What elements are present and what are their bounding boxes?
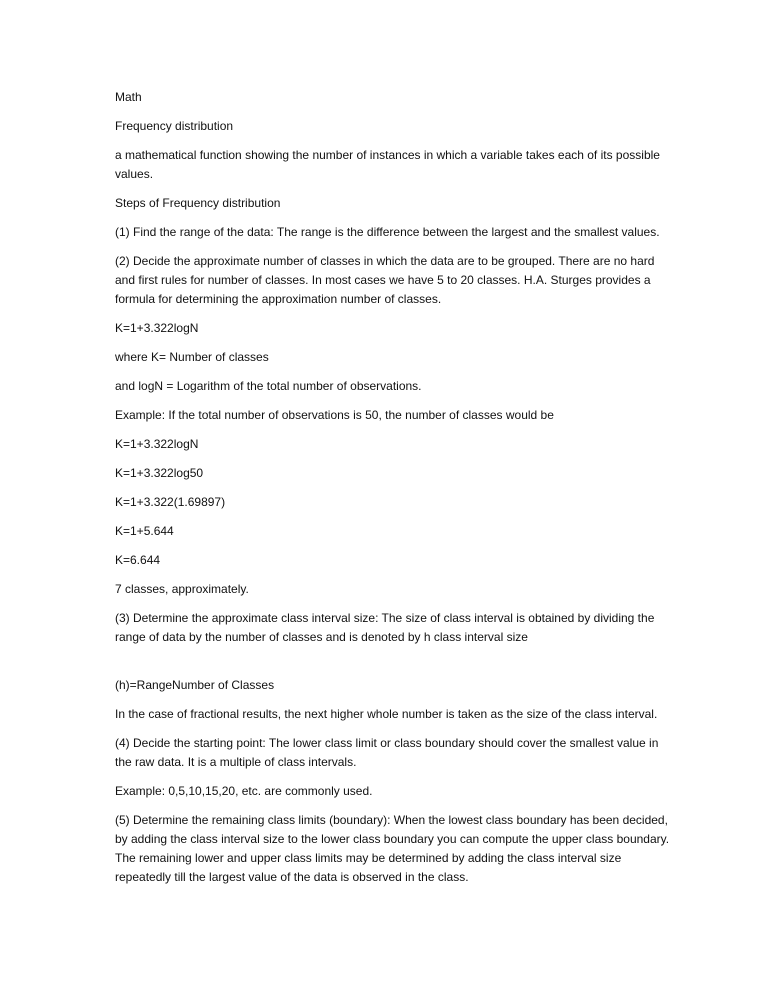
text-line: and logN = Logarithm of the total number of observations. bbox=[115, 379, 422, 393]
text-line: 7 classes, approximately. bbox=[115, 582, 249, 596]
paragraph bbox=[115, 464, 715, 483]
paragraph bbox=[115, 782, 715, 801]
text-line: formula for determining the approximation number of classes. bbox=[115, 292, 442, 306]
text-line: K=1+3.322logN bbox=[115, 321, 199, 335]
paragraph bbox=[115, 734, 715, 772]
paragraph bbox=[115, 377, 715, 396]
text-line: values. bbox=[115, 167, 154, 181]
paragraph bbox=[115, 522, 715, 541]
paragraph bbox=[115, 676, 715, 695]
paragraph bbox=[115, 705, 715, 724]
text-line: (5) Determine the remaining class limits (boundary): When the lowest class boundary has been decided, bbox=[115, 813, 668, 827]
text-line: K=1+3.322logN bbox=[115, 437, 199, 451]
text-line: Math bbox=[115, 90, 142, 104]
paragraph bbox=[115, 406, 715, 425]
paragraph bbox=[115, 223, 715, 242]
text-line: the raw data. It is a multiple of class intervals. bbox=[115, 755, 357, 769]
heading bbox=[115, 117, 715, 136]
text-line: range of data by the number of classes and is denoted by h class interval size bbox=[115, 630, 528, 644]
paragraph bbox=[115, 580, 715, 599]
text-line: In the case of fractional results, the next higher whole number is taken as the size of the class interval. bbox=[115, 707, 658, 721]
text-line: (3) Determine the approximate class interval size: The size of class interval is obtained by dividing the bbox=[115, 611, 655, 625]
text-line: Example: 0,5,10,15,20, etc. are commonly used. bbox=[115, 784, 373, 798]
text-line: K=1+3.322(1.69897) bbox=[115, 495, 226, 509]
paragraph bbox=[115, 252, 715, 309]
text-line: Steps of Frequency distribution bbox=[115, 196, 281, 210]
text-line: (1) Find the range of the data: The range is the difference between the largest and the smallest values. bbox=[115, 225, 660, 239]
text-line: (h)=RangeNumber of Classes bbox=[115, 678, 275, 692]
text-line: repeatedly till the largest value of the data is observed in the class. bbox=[115, 870, 469, 884]
paragraph bbox=[115, 348, 715, 367]
text-line: Frequency distribution bbox=[115, 119, 234, 133]
text-line: by adding the class interval size to the lower class boundary you can compute the upper class boundary. bbox=[115, 832, 670, 846]
heading bbox=[115, 88, 715, 107]
text-line: (4) Decide the starting point: The lower class limit or class boundary should cover the smallest value in bbox=[115, 736, 659, 750]
paragraph bbox=[115, 609, 715, 647]
text-line: where K= Number of classes bbox=[115, 350, 269, 364]
text-line: Example: If the total number of observations is 50, the number of classes would be bbox=[115, 408, 554, 422]
text-line: (2) Decide the approximate number of classes in which the data are to be grouped. There are no hard bbox=[115, 254, 655, 268]
paragraph bbox=[115, 146, 715, 184]
paragraph bbox=[115, 435, 715, 454]
text-line: K=6.644 bbox=[115, 553, 161, 567]
paragraph bbox=[115, 194, 715, 213]
paragraph bbox=[115, 493, 715, 512]
paragraph bbox=[115, 551, 715, 570]
paragraph bbox=[115, 811, 715, 887]
document-page bbox=[115, 88, 715, 897]
paragraph bbox=[115, 319, 715, 338]
text-line: a mathematical function showing the number of instances in which a variable takes each of its possible bbox=[115, 148, 660, 162]
text-line: K=1+5.644 bbox=[115, 524, 174, 538]
text-line: and first rules for number of classes. In most cases we have 5 to 20 classes. H.A. Sturges provides a bbox=[115, 273, 651, 287]
text-line: K=1+3.322log50 bbox=[115, 466, 204, 480]
text-line: The remaining lower and upper class limits may be determined by adding the class interval size bbox=[115, 851, 622, 865]
